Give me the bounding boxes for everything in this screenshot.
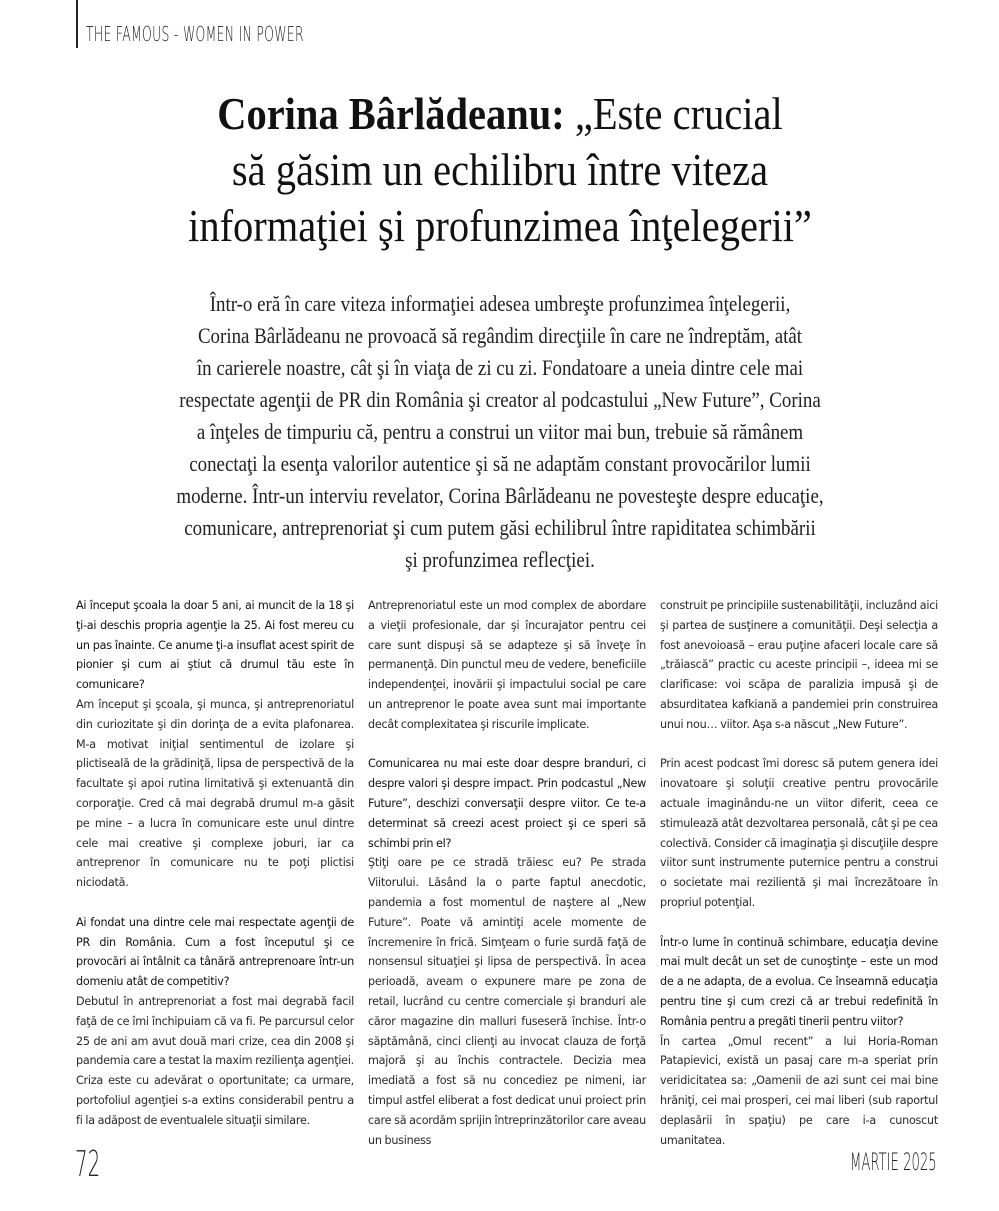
lede-line: respectate agenţii de PR din România şi creator al podcastului „New Future”, Corina xyxy=(179,387,821,412)
lede-line: şi profunzimea reflecţiei. xyxy=(405,547,595,572)
article-lede xyxy=(40,288,960,576)
headline-interviewee-name: Corina Bârlădeanu: xyxy=(217,88,565,139)
interview-answer: Antreprenoriatul este un mod complex de abordare a vieţii profesionale, dar şi încurajator pentru cei care sunt dispuşi să se adapteze şi să înveţe în permanenţă. Din punctul meu de vedere, beneficiile independenţei, inovării şi impactului social pe care un antreprenor le poate avea sunt mai importante decât complexitatea şi riscurile implicate. xyxy=(368,599,646,731)
lede-line: moderne. Într-un interviu revelator, Corina Bârlădeanu ne povesteşte despre educaţie, xyxy=(176,483,824,508)
interview-answer: Debutul în antreprenoriat a fost mai degrabă facil faţă de ce îmi închipuiam că va fi. Pe parcursul celor 25 de ani am avut două mari crize, cea din 2008 şi pandemia care a testat la maxim rezilienţa agenţiei. Criza este cu adevărat o oportunitate; ca urmare, portofoliul agenţiei s-a extins considerabil pentru a fi la adăpost de eventualele situaţii similare. xyxy=(76,994,354,1127)
lede-line: Corina Bârlădeanu ne provoacă să regândim direcţiile în care ne îndreptăm, atât xyxy=(197,323,803,348)
headline-line-1 xyxy=(95,86,905,142)
headline-line-3: informaţiei şi profunzimea înţelegerii” xyxy=(188,200,812,251)
text-column-1 xyxy=(76,596,354,1150)
interview-question: Ai fondat una dintre cele mai respectate agenţii de PR din România. Cum a fost începutul şi ce provocări ai întâlnit ca tânără antreprenoare într-un domeniu atât de competitiv? xyxy=(76,915,354,989)
header-vertical-rule xyxy=(76,0,78,48)
interview-answer: Prin acest podcast îmi doresc să putem genera idei inovatoare şi soluţii creative pentru provocările actuale imaginându-ne un viitor diferit, ceea ce stimulează atât dezvoltarea personală, cât şi pe cea colectivă. Consider că imaginaţia şi discuţiile despre viitor sunt instrumente puternice pentru a construi o societate mai rezilientă şi mai încrezătoare în propriul potenţial. xyxy=(660,757,938,909)
interview-question: Într-o lume în continuă schimbare, educaţia devine mai mult decât un set de cunoştinţe – este un mod de a ne adapta, de a evolua. Ce înseamnă educaţia pentru tine şi cum crezi că ar trebui redefinită în România pentru a pregăti tinerii pentru viitor? xyxy=(660,935,938,1028)
interview-question: Comunicarea nu mai este doar despre branduri, ci despre valori şi despre impact. Prin podcastul „New Future”, deschizi conversaţii despre viitor. Ce te-a determinat să creezi acest proiect şi ce speri să schimbi prin el? xyxy=(368,757,646,850)
issue-date: MARTIE 2025 xyxy=(850,1148,937,1176)
lede-line: în carierele noastre, cât şi în viaţa de zi cu zi. Fondatoare a uneia dintre cele mai xyxy=(196,355,804,380)
section-label: THE FAMOUS - WOMEN IN POWER xyxy=(86,22,304,46)
interview-answer: În cartea „Omul recent” a lui Horia-Roman Patapievici, există un pasaj care m-a speriat prin veridicitatea sa: „Oamenii de azi sunt cei mai bine hrăniţi, cei mai prosperi, cei mai liberi (sub raportul deplasării în spaţiu) pe care i-a cunoscut umanitatea. xyxy=(660,1034,938,1147)
text-column-2 xyxy=(368,596,646,1150)
lede-line: conectaţi la esenţa valorilor autentice şi să ne adaptăm constant provocărilor lumii xyxy=(189,451,811,476)
interview-answer: construit pe principiile sustenabilităţii, incluzând aici şi partea de susţinere a comunităţii. Deşi selecţia a fost anevoioasă – erau puţine afaceri locale care să „trăiască” practic cu aceste principii –, ideea mi se clarificase: voi scăpa de paralizia impusă şi de absurditatea kafkiană a pandemiei prin construirea unui nou… viitor. Aşa s-a născut „New Future”. xyxy=(660,599,938,731)
lede-line: comunicare, antreprenoriat şi cum putem găsi echilibrul între rapiditatea schimbării xyxy=(184,515,816,540)
interview-question: Ai început şcoala la doar 5 ani, ai muncit de la 18 şi ţi-ai deschis propria agenţie la 25. Ai fost mereu cu un pas înainte. Ce anume ţi-a insuflat acest spirit de pionier şi cum ai ştiut că drumul tău este în comunicare? xyxy=(76,599,354,692)
article-headline xyxy=(40,86,960,254)
interview-answer: Am început şi şcoala, şi munca, şi antreprenoriatul din curiozitate şi din dorinţa de a evita plafonarea. M-a motivat iniţial sentimentul de izolare şi plictiseală de la grădiniţă, lipsa de perspectivă de la facultate şi apoi rutina limitativă şi extenuantă din corporaţie. Cred că mai degrabă drumul m-a găsit pe mine – a lucra în comunicare este unul dintre cele mai creative şi complexe joburi, iar ca antreprenor în comunicare nu te poţi plictisi niciodată. xyxy=(76,697,354,890)
page-number: 72 xyxy=(75,1144,101,1185)
interview-answer: Ştiţi oare pe ce stradă trăiesc eu? Pe strada Viitorului. Lăsând la o parte faptul anecdotic, pandemia a fost momentul de naştere al „New Future”. Poate vă amintiţi acele momente de încremenire în frică. Simţeam o furie surdă faţă de nonsensul situaţiei şi lipsa de perspectivă. În acea perioadă, aveam o expunere mare pe zona de retail, lucrând cu centre comerciale şi branduri ale căror magazine din malluri fuseseră închise. Într-o săptămână, cinci clienţi au invocat clauza de forţă majoră şi au închis contractele. Decizia mea imediată a fost să nu concediez pe nimeni, iar timpul astfel eliberat a fost dedicat unui proiect prin care să acordăm sprijin întreprinzătorilor care aveau un business xyxy=(368,856,646,1147)
headline-quote-start: „Este crucial xyxy=(564,88,783,139)
text-column-3 xyxy=(660,596,938,1150)
lede-line: a înţeles de timpuriu că, pentru a construi un viitor mai bun, trebuie să rămânem xyxy=(196,419,804,444)
article-body xyxy=(76,596,938,1150)
lede-line: Într-o eră în care viteza informaţiei adesea umbreşte profunzimea înţelegerii, xyxy=(209,291,791,316)
headline-line-2: să găsim un echilibru între viteza xyxy=(231,144,769,195)
